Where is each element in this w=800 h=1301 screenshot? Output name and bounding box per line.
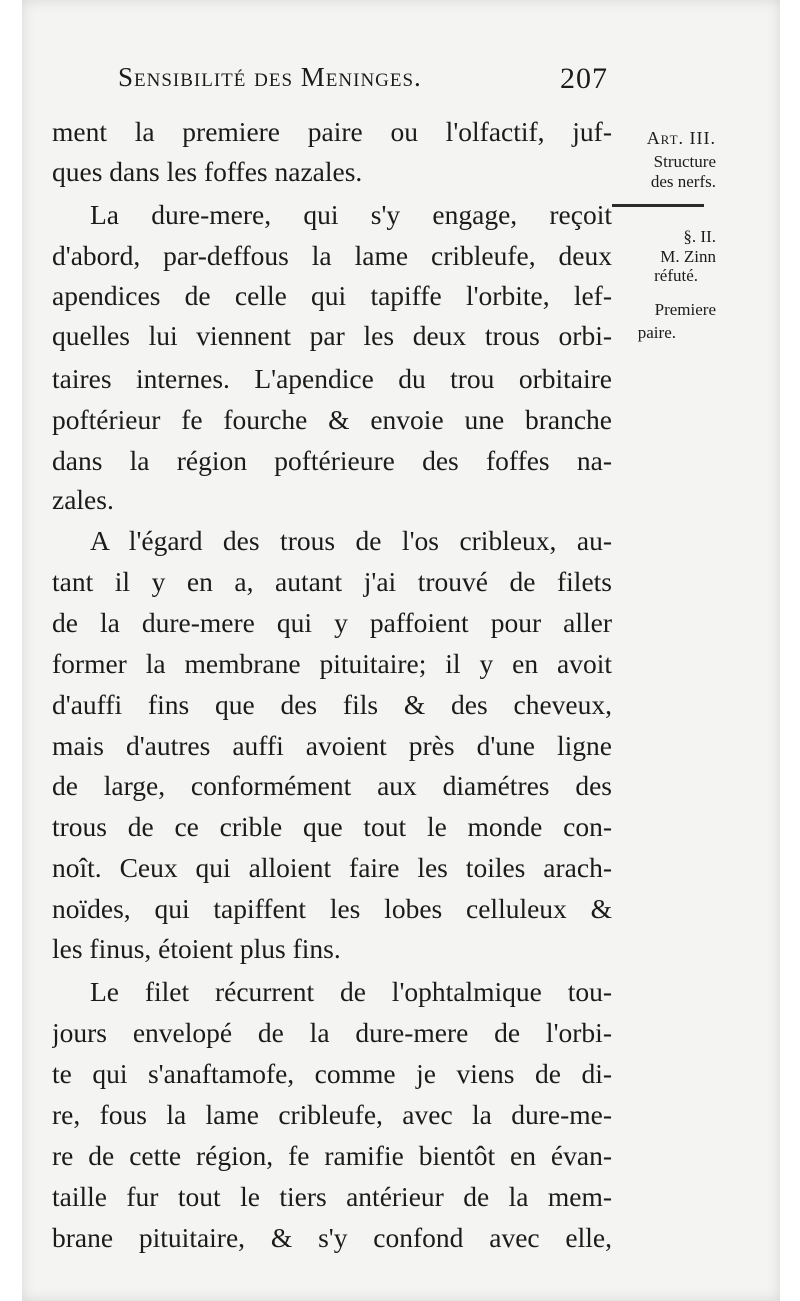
margin-refuted: réfuté. bbox=[654, 266, 698, 285]
text-line: noïdes, qui tapiffent les lobes celluleux & bbox=[52, 893, 612, 924]
text-line: apendices de celle qui tapiffe l'orbite, lef- bbox=[52, 280, 612, 311]
text-line: poftérieur fe fourche & envoie une branche bbox=[52, 404, 612, 435]
text-line: taires internes. L'apendice du trou orbitaire bbox=[52, 363, 612, 394]
margin-nerves: des nerfs. bbox=[650, 172, 716, 191]
margin-article: Art. III. bbox=[646, 128, 716, 148]
text-line: quelles lui viennent par les deux trous orbi- bbox=[52, 320, 612, 351]
margin-first: Premiere bbox=[654, 300, 716, 319]
text-line: dans la région poftérieure des foffes na- bbox=[52, 445, 612, 476]
text-line: A l'égard des trous de l'os cribleux, au- bbox=[90, 525, 612, 556]
page-number: 207 bbox=[560, 62, 608, 95]
text-line: les finus, étoient plus fins. bbox=[52, 933, 341, 964]
text-line: ques dans les foffes nazales. bbox=[52, 156, 363, 187]
running-header bbox=[118, 62, 608, 102]
text-line: mais d'autres auffi avoient près d'une ligne bbox=[52, 730, 612, 761]
text-line: re, fous la lame cribleufe, avec la dure-me- bbox=[52, 1099, 612, 1130]
text-line: de la dure-mere qui y paffoient pour aller bbox=[52, 607, 612, 638]
margin-section: §. II. bbox=[683, 227, 716, 246]
margin-author: M. Zinn bbox=[660, 247, 716, 266]
text-line: brane pituitaire, & s'y confond avec elle, bbox=[52, 1222, 612, 1253]
margin-structure: Structure bbox=[653, 152, 716, 171]
text-line: former la membrane pituitaire; il y en avoit bbox=[52, 648, 612, 679]
text-line: noît. Ceux qui alloient faire les toiles arach- bbox=[52, 852, 612, 883]
text-line: La dure-mere, qui s'y engage, reçoit bbox=[90, 199, 612, 230]
text-line: te qui s'anaftamofe, comme je viens de di- bbox=[52, 1058, 612, 1089]
text-line: zales. bbox=[52, 484, 114, 515]
text-line: re de cette région, fe ramifie bientôt en évan- bbox=[52, 1140, 612, 1171]
running-title: Sensibilité des Meninges. bbox=[118, 62, 422, 92]
text-line: taille fur tout le tiers antérieur de la mem- bbox=[52, 1181, 612, 1212]
margin-pair: paire. bbox=[637, 323, 676, 342]
text-line: d'abord, par-deffous la lame cribleufe, deux bbox=[52, 240, 612, 271]
text-line: jours envelopé de la dure-mere de l'orbi- bbox=[52, 1017, 612, 1048]
margin-rule bbox=[612, 204, 704, 207]
text-line: tant il y en a, autant j'ai trouvé de filets bbox=[52, 566, 612, 597]
text-line: d'auffi fins que des fils & des cheveux, bbox=[52, 689, 612, 720]
text-line: de large, conformément aux diamétres des bbox=[52, 770, 612, 801]
text-line: Le filet récurrent de l'ophtalmique tou- bbox=[90, 976, 612, 1007]
text-line: trous de ce crible que tout le monde con- bbox=[52, 811, 612, 842]
text-line: ment la premiere paire ou l'olfactif, juf- bbox=[52, 116, 612, 147]
